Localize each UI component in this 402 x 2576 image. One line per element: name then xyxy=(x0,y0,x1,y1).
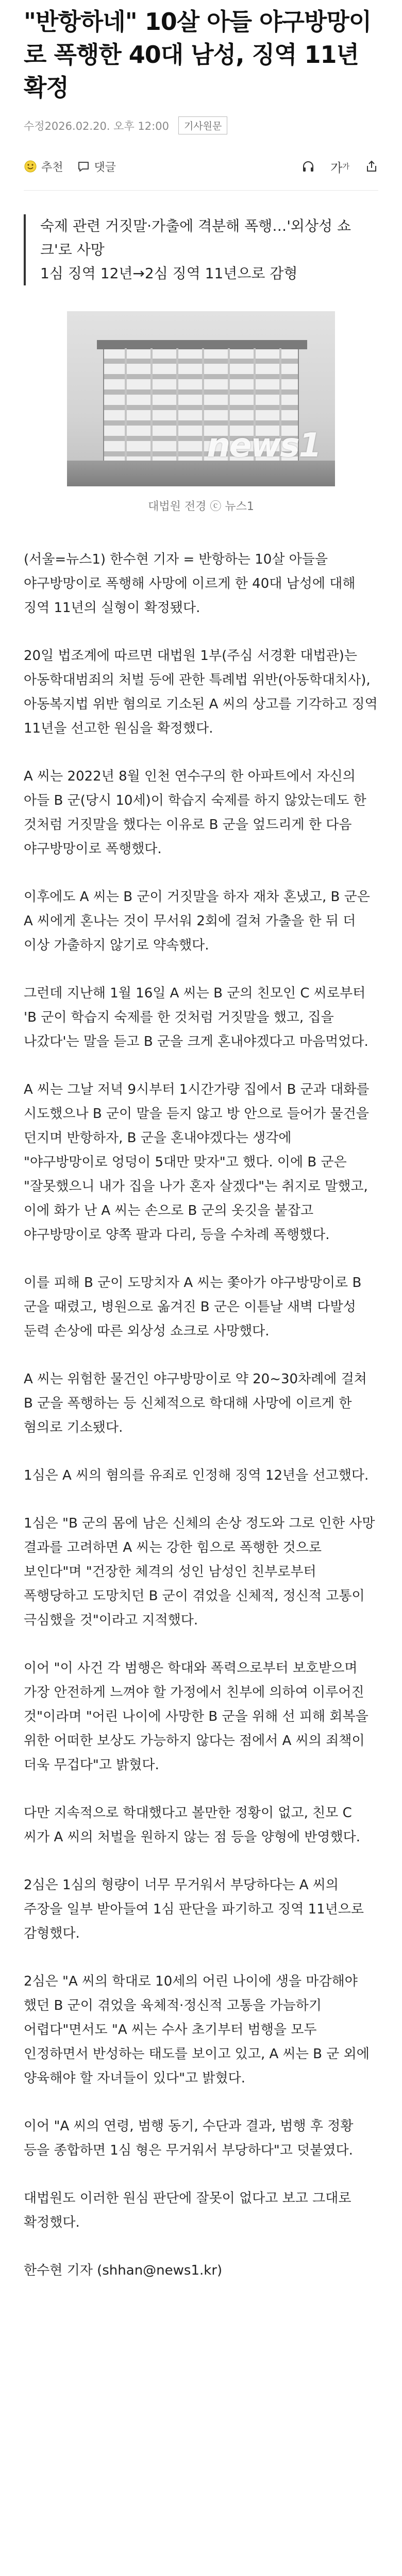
audio-button[interactable] xyxy=(301,160,315,173)
paragraph: 이어 "A 씨의 연령, 범행 동기, 수단과 결과, 범행 후 정황 등을 종합하면 1심 형은 무거워서 부당하다"고 덧붙였다. xyxy=(24,2119,354,2158)
paragraph: A 씨는 위험한 물건인 야구방망이로 약 20~30차례에 걸쳐 B 군을 폭행하는 등 신체적으로 학대해 사망에 이르게 한 혐의로 기소됐다. xyxy=(24,1371,367,1435)
paragraph: 20일 법조계에 따르면 대법원 1부(주심 서경환 대법관)는 아동학대범죄의 처벌 등에 관한 특례법 위반(아동학대치사), 아동복지법 위반 혐의로 기소된 A 씨의 상고를 기각하고 징역 11년을 선고한 원심을 확정했다. xyxy=(24,648,378,736)
paragraph: 대법원도 이러한 원심 판단에 잘못이 없다고 보고 그대로 확정했다. xyxy=(24,2191,351,2230)
paragraph: A 씨는 2022년 8월 인천 연수구의 한 아파트에서 자신의 아들 B 군(당시 10세)이 학습지 숙제를 하지 않았는데도 한 것처럼 거짓말을 했다는 이유로 B 군을 엎드리게 한 다음 야구방망이로 폭행했다. xyxy=(24,769,366,857)
font-size-sup: 가 xyxy=(342,163,349,171)
like-label: 추천 xyxy=(41,161,63,174)
smile-icon xyxy=(24,160,37,173)
article-photo xyxy=(67,311,335,486)
paragraph: (서울=뉴스1) 한수현 기자 = 반항하는 10살 아들을 야구방망이로 폭행해 사망에 이르게 한 40대 남성에 대해 징역 11년의 실형이 확정됐다. xyxy=(24,552,356,616)
news1-watermark: news1 xyxy=(207,427,321,465)
byline: 한수현 기자 (shhan@news1.kr) xyxy=(24,2263,223,2278)
paragraph: 이후에도 A 씨는 B 군이 거짓말을 하자 재차 혼냈고, B 군은 A 씨에게 혼나는 것이 무서워 2회에 걸쳐 가출을 한 뒤 더 이상 가출하지 않기로 약속했다. xyxy=(24,889,370,953)
share-icon xyxy=(365,160,378,173)
paragraph: 이어 "이 사건 각 범행은 학대와 폭력으로부터 보호받으며 가장 안전하게 느껴야 할 가정에서 친부에 의하여 이루어진 것"이라며 "어린 나이에 사망한 B 군을 위해 선 피해 회복을 위한 어떠한 보상도 가능하지 않다는 점에서 A 씨의 죄책이 더욱 무겁다"고 밝혔다. xyxy=(24,1660,368,1773)
comment-button[interactable] xyxy=(77,159,116,175)
article-subtitle xyxy=(24,214,378,285)
paragraph: 1심은 "B 군의 몸에 남은 신체의 손상 정도와 그로 인한 사망 결과를 고려하면 A 씨는 강한 힘으로 폭행한 것으로 보인다"며 "건장한 체격의 성인 남성인 친부로부터 폭행당하고 도망치던 B 군이 겪었을 신체적, 정신적 고통이 극심했을 것"이라고 지적했다. xyxy=(24,1516,375,1628)
article-actions xyxy=(24,156,378,177)
article-date: 수정2026.02.20. 오후 12:00 xyxy=(24,120,169,132)
subtitle-line: 1심 징역 12년→2심 징역 11년으로 감형 xyxy=(40,265,298,282)
paragraph: 이를 피해 B 군이 도망치자 A 씨는 쫓아가 야구방망이로 B 군을 때렸고, 병원으로 옮겨진 B 군은 이튿날 새벽 다발성 둔력 손상에 따른 외상성 쇼크로 사망했다. xyxy=(24,1275,362,1339)
article-body xyxy=(24,548,378,2235)
article-meta xyxy=(24,116,378,134)
paragraph: 그런데 지난해 1월 16일 A 씨는 B 군의 친모인 C 씨로부터 'B 군이 학습지 숙제를 한 것처럼 거짓말을 했고, 집을 나갔다'는 말을 듣고 B 군을 크게 혼내야겠다고 마음먹었다. xyxy=(24,986,368,1049)
headline: "반항하네" 10살 아들 야구방망이로 폭행한 40대 남성, 징역 11년 확정 xyxy=(24,8,372,101)
font-size-label: 가 xyxy=(330,160,343,175)
share-button[interactable] xyxy=(365,160,378,173)
like-button[interactable] xyxy=(24,159,63,175)
headphones-icon xyxy=(301,160,315,173)
paragraph: 1심은 A 씨의 혐의를 유죄로 인정해 징역 12년을 선고했다. xyxy=(24,1468,369,1483)
paragraph: 2심은 1심의 형량이 너무 무거워서 부당하다는 A 씨의 주장을 일부 받아들여 1심 판단을 파기하고 징역 11년으로 감형했다. xyxy=(24,1877,364,1941)
article-tools xyxy=(286,158,378,176)
original-article-link[interactable]: 기사원문 xyxy=(178,116,227,134)
paragraph: A 씨는 그날 저녁 9시부터 1시간가량 집에서 B 군과 대화를 시도했으나 B 군이 말을 듣지 않고 방 안으로 들어가 물건을 던지며 반항하자, B 군을 혼내야겠다는 생각에 "야구방망이로 엉덩이 5대만 맞자"고 했다. 이에 B 군은 "잘못했으니 내가 집을 나가 혼자 살겠다"는 취지로 말했고, 이에 화가 난 A 씨는 손으로 B 군의 옷깃을 붙잡고 야구방망이로 양쪽 팔과 다리, 등을 수차례 폭행했다. xyxy=(24,1082,370,1243)
font-size-button[interactable] xyxy=(330,158,349,176)
subtitle-line: 숙제 관련 거짓말·가출에 격분해 폭행…'외상성 쇼크'로 사망 xyxy=(40,217,351,258)
meta-divider xyxy=(24,190,378,191)
paragraph: 다만 지속적으로 학대했다고 볼만한 정황이 없고, 친모 C 씨가 A 씨의 처벌을 원하지 않는 점 등을 양형에 반영했다. xyxy=(24,1805,360,1845)
comment-label: 댓글 xyxy=(94,161,116,174)
comment-icon xyxy=(77,160,90,173)
photo-caption: 대법원 전경 ⓒ 뉴스1 xyxy=(148,500,254,513)
paragraph: 2심은 "A 씨의 학대로 10세의 어린 나이에 생을 마감해야 했던 B 군이 겪었을 육체적·정신적 고통을 가늠하기 어렵다"면서도 "A 씨는 수사 초기부터 범행을 모두 인정하면서 반성하는 태도를 보이고 있고, A 씨는 B 군 외에 양육해야 할 자녀들이 있다"고 밝혔다. xyxy=(24,1974,370,2086)
